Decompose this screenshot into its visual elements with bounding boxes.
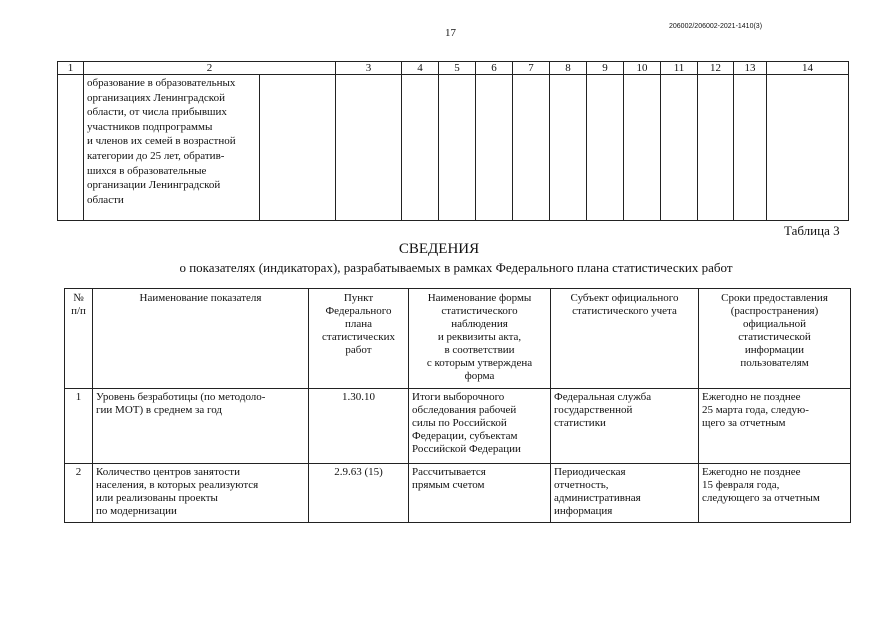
- col-number-14: 14: [767, 62, 849, 75]
- col-number-8: 8: [550, 62, 587, 75]
- indicators-table: [64, 288, 851, 523]
- col-number-3: 3: [336, 62, 402, 75]
- indicator-text: образование в образовательных организациях Ленинградской области, от числа прибывших участников подпрограммы и членов их семей в возрастной категории до 25 лет, обратив- шихся в образовательные организации Ленинградской области: [84, 75, 260, 221]
- col-number-9: 9: [587, 62, 624, 75]
- col-number-5: 5: [439, 62, 476, 75]
- col-number-13: 13: [734, 62, 767, 75]
- plan-item: 2.9.63 (15): [309, 464, 409, 523]
- table-row: [58, 75, 849, 221]
- header-form-name: Наименование формы статистического наблюдения и реквизиты акта, в соответствии с которым утверждена форма: [409, 289, 551, 389]
- table-label: Таблица 3: [784, 223, 840, 238]
- header-indicator-name: Наименование показателя: [93, 289, 309, 389]
- statistics-subject: Периодическая отчетность, административная информация: [551, 464, 699, 523]
- row-number: 1: [65, 389, 93, 464]
- col-number-4: 4: [402, 62, 439, 75]
- indicator-name: Количество центров занятости населения, в которых реализуются или реализованы проекты по модернизации: [93, 464, 309, 523]
- statistics-subject: Федеральная служба государственной статистики: [551, 389, 699, 464]
- row-number: 2: [65, 464, 93, 523]
- header-subject: Субъект официального статистического учета: [551, 289, 699, 389]
- form-name: Итоги выборочного обследования рабочей силы по Российской Федерации, субъектам Российской Федерации: [409, 389, 551, 464]
- col-number-1: 1: [58, 62, 84, 75]
- form-name: Рассчитывается прямым счетом: [409, 464, 551, 523]
- col-number-6: 6: [476, 62, 513, 75]
- indicator-name: Уровень безработицы (по методоло- гии МОТ) в среднем за год: [93, 389, 309, 464]
- document-code: 206002/206002-2021-1410(3): [669, 23, 763, 30]
- plan-item: 1.30.10: [309, 389, 409, 464]
- col-number-7: 7: [513, 62, 550, 75]
- column-number-row: [58, 62, 849, 75]
- header-number: № п/п: [65, 289, 93, 389]
- col-number-10: 10: [624, 62, 661, 75]
- col-number-12: 12: [698, 62, 734, 75]
- col-number-2: 2: [84, 62, 336, 75]
- table-row: [65, 389, 851, 464]
- section-title: СВЕДЕНИЯ: [398, 241, 480, 257]
- page-number: 17: [445, 27, 456, 39]
- header-plan-item: Пункт Федерального плана статистических работ: [309, 289, 409, 389]
- deadline: Ежегодно не позднее 15 февраля года, следующего за отчетным: [699, 464, 851, 523]
- table-header-row: [65, 289, 851, 389]
- table-row: [65, 464, 851, 523]
- header-deadline: Сроки предоставления (распространения) официальной статистической информации пользователям: [699, 289, 851, 389]
- deadline: Ежегодно не позднее 25 марта года, следую- щего за отчетным: [699, 389, 851, 464]
- col-number-11: 11: [661, 62, 698, 75]
- continuation-table: [57, 61, 849, 221]
- section-subtitle: о показателях (индикаторах), разрабатываемых в рамках Федерального плана статистических работ: [179, 260, 733, 275]
